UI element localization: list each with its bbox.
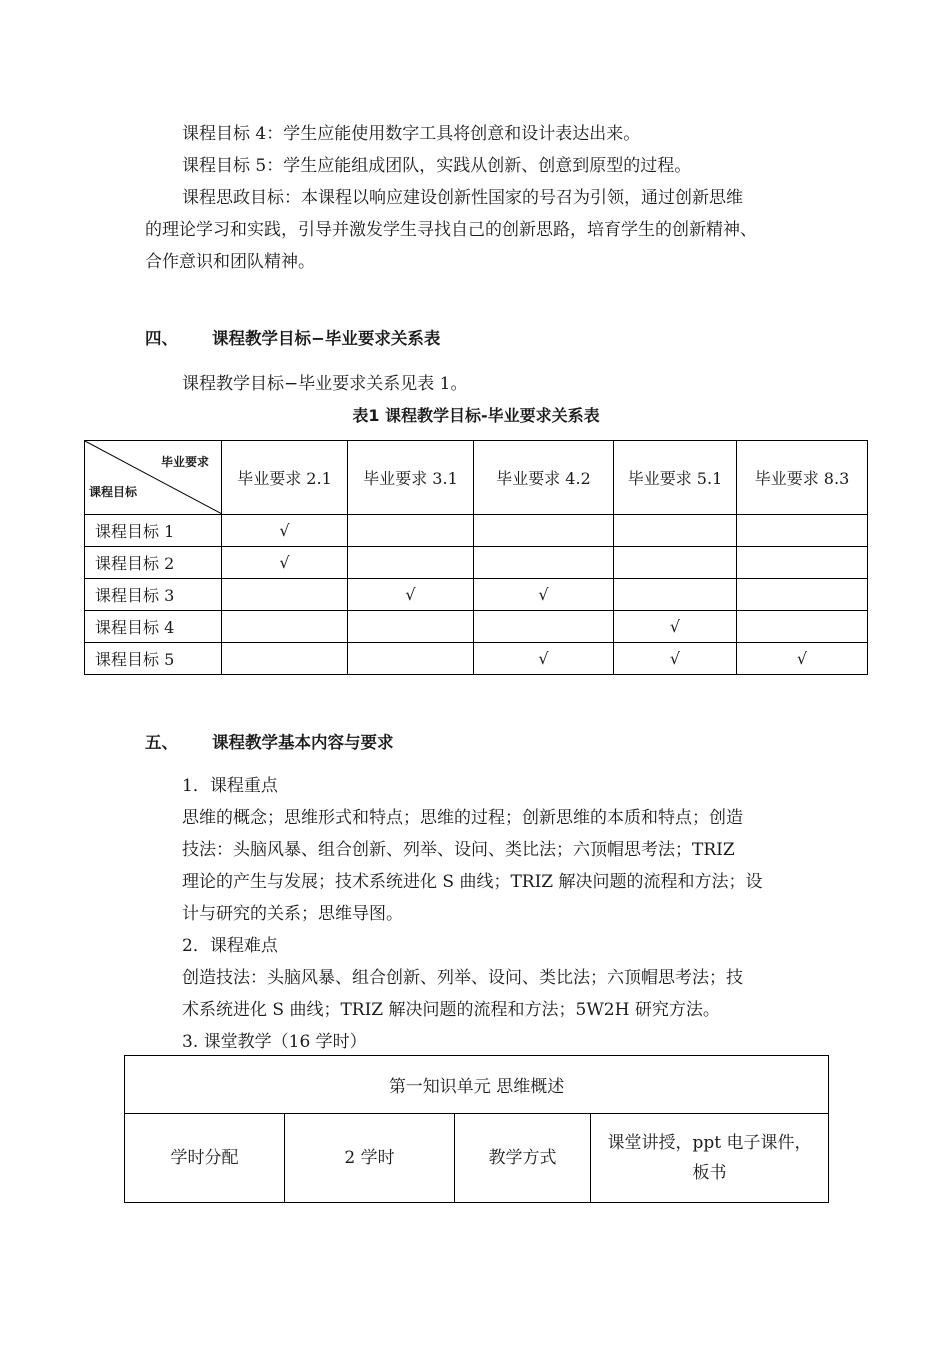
ideology-goal-line-2: 的理论学习和实践，引导并激发学生寻找自己的创新思路，培育学生的创新精神、 <box>145 220 757 240</box>
section-4-heading <box>145 327 645 351</box>
method-value <box>591 1114 829 1203</box>
column-header: 毕业要求 5.1 <box>614 441 737 515</box>
method-value-line-2: 板书 <box>692 1163 727 1183</box>
table-cell <box>348 611 474 643</box>
table-cell <box>348 643 474 675</box>
row-label: 课程目标 1 <box>85 515 222 547</box>
table-cell: √ <box>614 643 737 675</box>
table-cell: √ <box>614 611 737 643</box>
table-cell <box>737 579 868 611</box>
difficulties-line: 创造技法：头脑风暴、组合创新、列举、设问、类比法；六顶帽思考法；技 <box>182 968 743 988</box>
course-goal-4: 课程目标 4：学生应能使用数字工具将创意和设计表达出来。 <box>182 124 641 144</box>
section-4-intro: 课程教学目标−毕业要求关系见表 1。 <box>182 374 468 394</box>
key-points-line: 理论的产生与发展；技术系统进化 S 曲线；TRIZ 解决问题的流程和方法；设 <box>182 872 763 892</box>
table-cell: √ <box>222 547 348 579</box>
column-header: 毕业要求 3.1 <box>348 441 474 515</box>
table-corner-cell <box>85 441 222 515</box>
method-value-line-1: 课堂讲授，ppt 电子课件， <box>607 1133 812 1153</box>
table-cell <box>614 515 737 547</box>
corner-label-requirements: 毕业要求 <box>160 455 209 469</box>
table-cell <box>614 579 737 611</box>
table-cell: √ <box>474 643 614 675</box>
key-points-line: 技法：头脑风暴、组合创新、列举、设问、类比法；六顶帽思考法；TRIZ <box>182 840 735 860</box>
column-header: 毕业要求 4.2 <box>474 441 614 515</box>
table-cell <box>348 547 474 579</box>
row-label: 课程目标 4 <box>85 611 222 643</box>
objective-requirement-table <box>84 440 868 675</box>
table-cell <box>737 515 868 547</box>
corner-label-objectives: 课程目标 <box>89 485 138 499</box>
row-label: 课程目标 5 <box>85 643 222 675</box>
table-cell <box>474 547 614 579</box>
difficulties-heading: 2．课程难点 <box>182 936 278 956</box>
section-5-title: 课程教学基本内容与要求 <box>212 733 394 752</box>
column-header: 毕业要求 2.1 <box>222 441 348 515</box>
table-row <box>85 643 868 675</box>
table-row <box>85 611 868 643</box>
row-label: 课程目标 3 <box>85 579 222 611</box>
method-label: 教学方式 <box>455 1114 591 1203</box>
column-header: 毕业要求 8.3 <box>737 441 868 515</box>
diagonal-divider <box>85 441 221 514</box>
row-label: 课程目标 2 <box>85 547 222 579</box>
course-goal-5: 课程目标 5：学生应能组成团队，实践从创新、创意到原型的过程。 <box>182 156 692 176</box>
table-cell <box>222 579 348 611</box>
section-4-number: 四、 <box>145 329 178 348</box>
section-5-number: 五、 <box>145 733 178 752</box>
table-1-caption: 表1 课程教学目标-毕业要求关系表 <box>352 406 600 425</box>
hours-label: 学时分配 <box>125 1114 285 1203</box>
key-points-line: 计与研究的关系；思维导图。 <box>182 904 403 924</box>
table-cell: √ <box>737 643 868 675</box>
key-points-line: 思维的概念；思维形式和特点；思维的过程；创新思维的本质和特点；创造 <box>182 808 743 828</box>
ideology-goal-line-3: 合作意识和团队精神。 <box>145 252 315 272</box>
ideology-goal-line-1: 课程思政目标：本课程以响应建设创新性国家的号召为引领，通过创新思维 <box>182 188 743 208</box>
knowledge-unit-table <box>124 1055 829 1203</box>
hours-value: 2 学时 <box>285 1114 455 1203</box>
section-4-title: 课程教学目标−毕业要求关系表 <box>212 329 441 348</box>
table-cell <box>222 611 348 643</box>
section-5-heading <box>145 731 645 755</box>
table-row <box>85 579 868 611</box>
unit-title: 第一知识单元 思维概述 <box>125 1056 829 1114</box>
table-cell: √ <box>474 579 614 611</box>
table-row <box>85 547 868 579</box>
classroom-heading: 3. 课堂教学（16 学时） <box>182 1032 367 1052</box>
difficulties-line: 术系统进化 S 曲线；TRIZ 解决问题的流程和方法；5W2H 研究方法。 <box>182 1000 720 1020</box>
table-row <box>85 515 868 547</box>
table-cell <box>614 547 737 579</box>
table-cell <box>474 611 614 643</box>
table-cell <box>737 547 868 579</box>
table-cell: √ <box>348 579 474 611</box>
key-points-heading: 1．课程重点 <box>182 776 278 796</box>
table-cell <box>474 515 614 547</box>
table-cell <box>737 611 868 643</box>
table-cell <box>222 643 348 675</box>
table-cell <box>348 515 474 547</box>
table-cell: √ <box>222 515 348 547</box>
